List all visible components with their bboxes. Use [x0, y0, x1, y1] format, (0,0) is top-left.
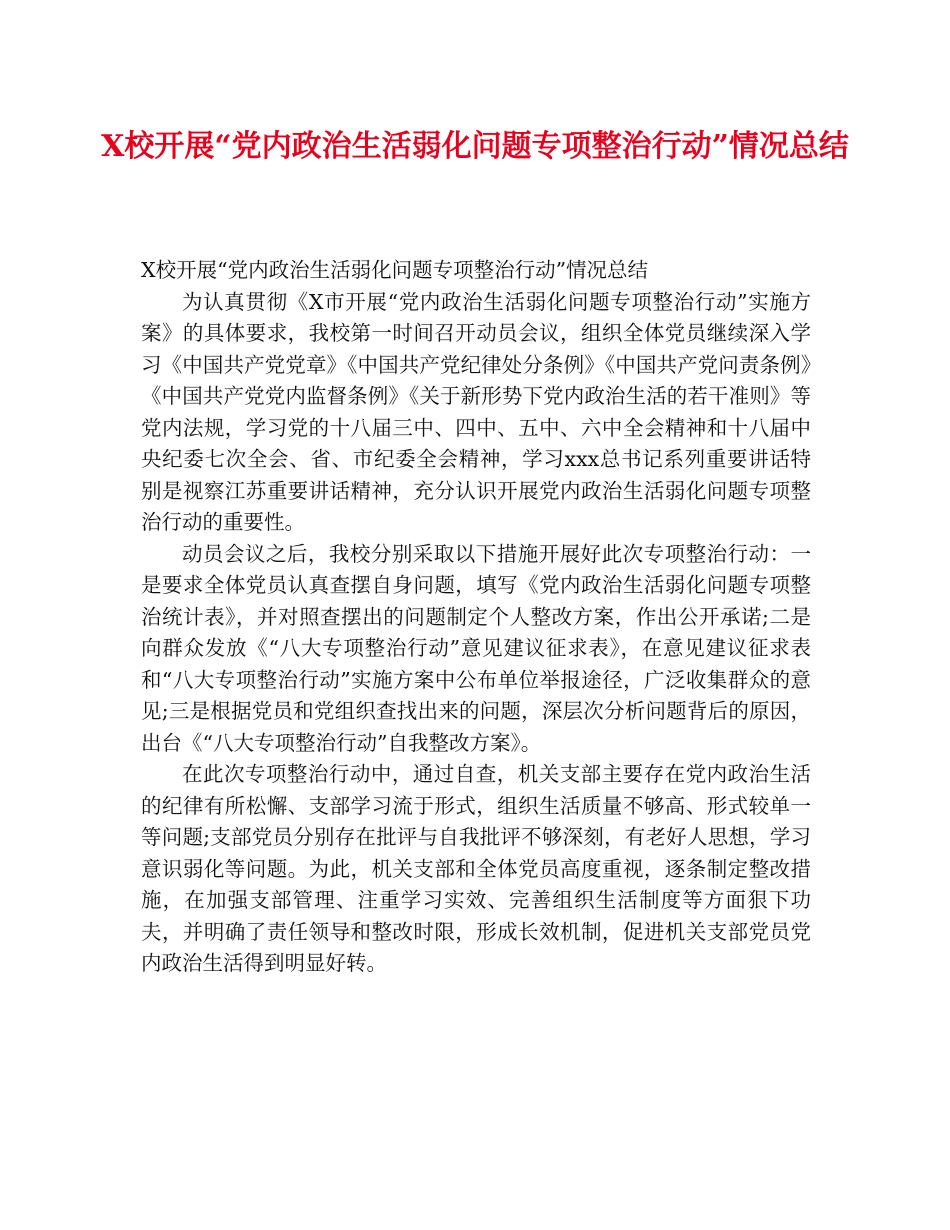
document-title: X校开展“党内政治生活弱化问题专项整治行动”情况总结	[101, 129, 849, 164]
body-paragraph-1: 为认真贯彻《X市开展“党内政治生活弱化问题专项整治行动”实施方案》的具体要求，我校第一时间召开动员会议，组织全体党员继续深入学习《中国共产党党章》《中国共产党纪律处分条例》《中国共产党问责条例》《中国共产党党内监督条例》《关于新形势下党内政治生活的若干准则》等党内法规，学习党的十八届三中、四中、五中、六中全会精神和十八届中央纪委七次全会、省、市纪委全会精神，学习xxx总书记系列重要讲话特别是视察江苏重要讲话精神，充分认识开展党内政治生活弱化问题专项整治行动的重要性。	[141, 289, 811, 534]
document-subtitle-line: X校开展“党内政治生活弱化问题专项整治行动”情况总结	[141, 258, 649, 282]
body-paragraph-3: 在此次专项整治行动中，通过自查，机关支部主要存在党内政治生活的纪律有所松懈、支部学习流于形式，组织生活质量不够高、形式较单一等问题;支部党员分别存在批评与自我批评不够深刻，有老好人思想，学习意识弱化等问题。为此，机关支部和全体党员高度重视，逐条制定整改措施，在加强支部管理、注重学习实效、完善组织生活制度等方面狠下功夫，并明确了责任领导和整改时限，形成长效机制，促进机关支部党员党内政治生活得到明显好转。	[141, 762, 811, 975]
document-body	[141, 255, 811, 980]
body-paragraph-2: 动员会议之后，我校分别采取以下措施开展好此次专项整治行动：一是要求全体党员认真查摆自身问题，填写《党内政治生活弱化问题专项整治统计表》，并对照查摆出的问题制定个人整改方案，作出公开承诺;二是向群众发放《“八大专项整治行动”意见建议征求表》，在意见建议征求表和“八大专项整治行动”实施方案中公布单位举报途径，广泛收集群众的意见;三是根据党员和党组织查找出来的问题，深层次分析问题背后的原因，出台《“八大专项整治行动”自我整改方案》。	[141, 541, 811, 755]
